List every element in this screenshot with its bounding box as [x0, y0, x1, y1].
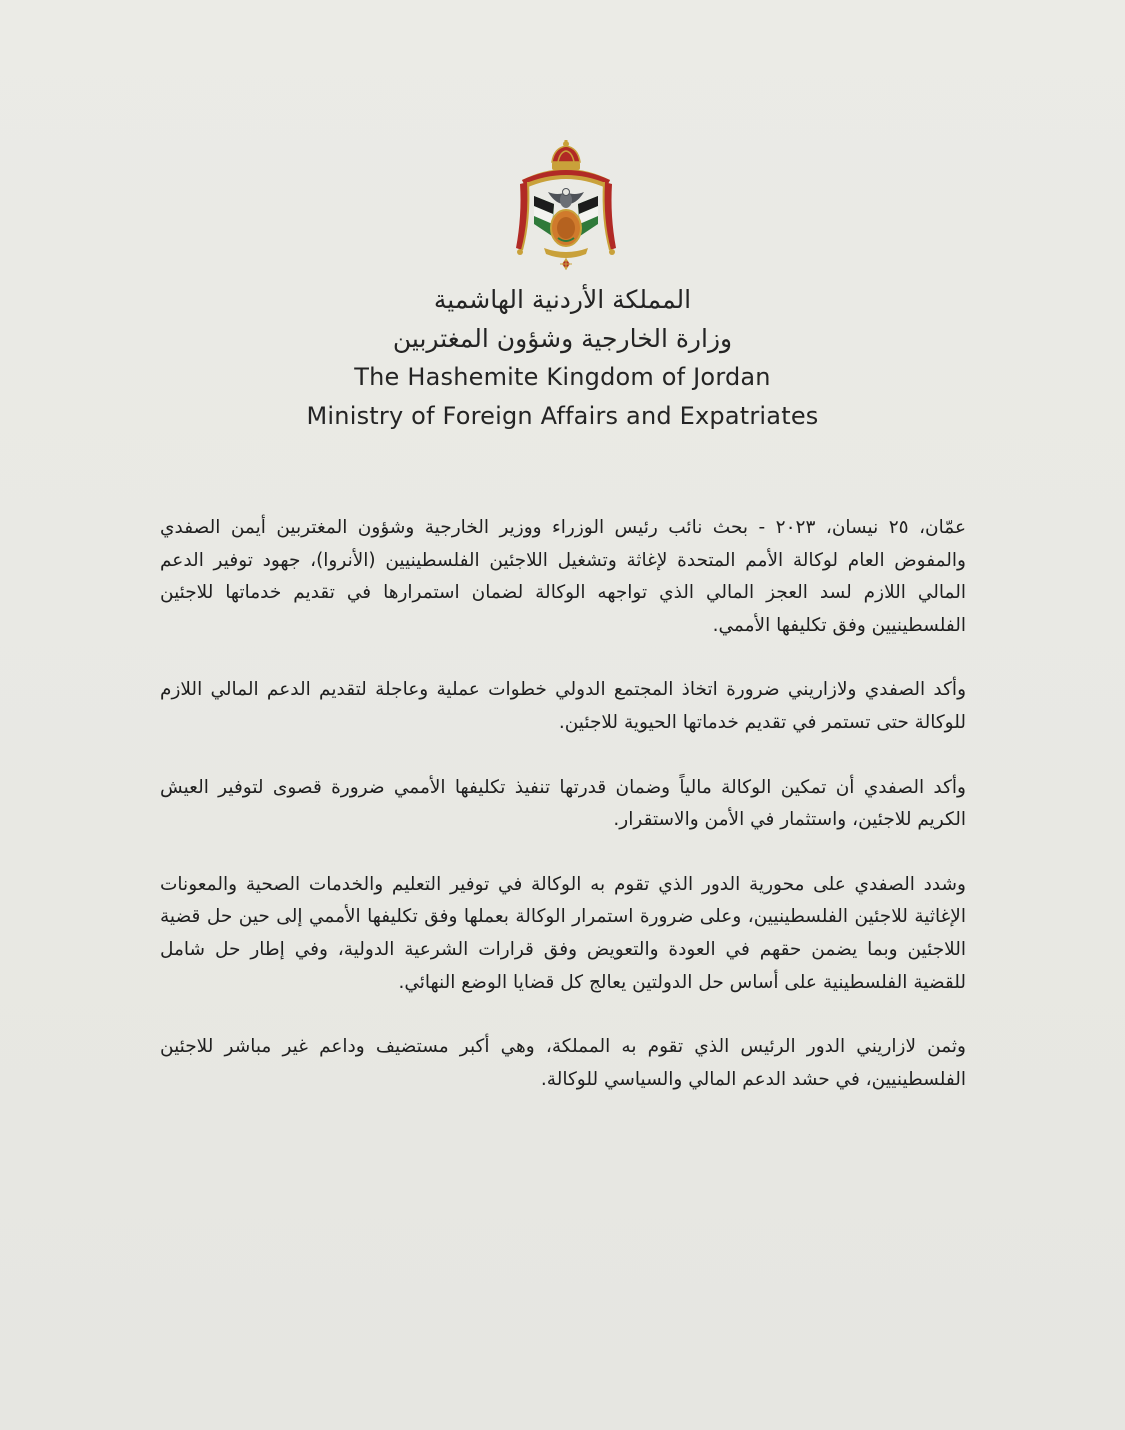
paragraph-1: عمّان، ٢٥ نيسان، ٢٠٢٣ - بحث نائب رئيس الوزراء ووزير الخارجية وشؤون المغتربين أيمن الصفدي والمفوض العام لوكالة الأمم المتحدة لإغاثة وتشغيل اللاجئين الفلسطينيين (الأنروا)، جهود توفير الدعم المالي اللازم لسد العجز المالي الذي تواجهه الوكالة لضمان استمرارها في تقديم خدماتها للاجئين الفلسطينيين وفق تكليفها الأممي.: [160, 517, 967, 636]
ribbon-icon: [544, 248, 588, 258]
paragraph-3: وأكد الصفدي أن تمكين الوكالة مالياً وضمان قدرتها تنفيذ تكليفها الأممي ضرورة قصوى لتوفير العيش الكريم للاجئين، واستثمار في الأمن والاستقرار.: [160, 776, 966, 831]
ministry-name-arabic: وزارة الخارجية وشؤون المغتربين: [392, 324, 733, 353]
paragraph-4: وشدد الصفدي على محورية الدور الذي تقوم به الوكالة في توفير التعليم والخدمات الصحية والمعونات الإغاثية للاجئين الفلسطينيين، وعلى ضرورة استمرار الوكالة بعملها وفق تكليفها الأممي إلى حين حل قضية اللاجئين وبما يضمن حقهم في العودة والتعويض وفق قرارات الشرعية الدولية، وفي إطار حل شامل للقضية الفلسطينية على أساس حل الدولتين يعالج كل قضايا الوضع النهائي.: [160, 873, 966, 993]
kingdom-name-english: The Hashemite Kingdom of Jordan: [354, 363, 771, 391]
press-release-body: [160, 512, 966, 1128]
medal-icon: [560, 258, 572, 270]
ministry-name-english: Ministry of Foreign Affairs and Expatriates: [306, 402, 819, 430]
letterhead: [0, 280, 1125, 436]
paragraph-2: وأكد الصفدي ولازاريني ضرورة اتخاذ المجتمع الدولي خطوات عملية وعاجلة لتقديم الدعم المالي اللازم للوكالة حتى تستمر في تقديم خدماتها الحيوية للاجئين.: [160, 679, 966, 733]
kingdom-name-arabic: المملكة الأردنية الهاشمية: [433, 285, 692, 314]
shield-icon: [551, 210, 581, 246]
crown-icon: [552, 140, 580, 170]
jordan-coat-of-arms-icon: [508, 140, 624, 280]
paragraph-5: وثمن لازاريني الدور الرئيس الذي تقوم به المملكة، وهي أكبر مستضيف وداعم غير مباشر للاجئين الفلسطينيين، في حشد الدعم المالي والسياسي للوكالة.: [160, 1036, 966, 1090]
